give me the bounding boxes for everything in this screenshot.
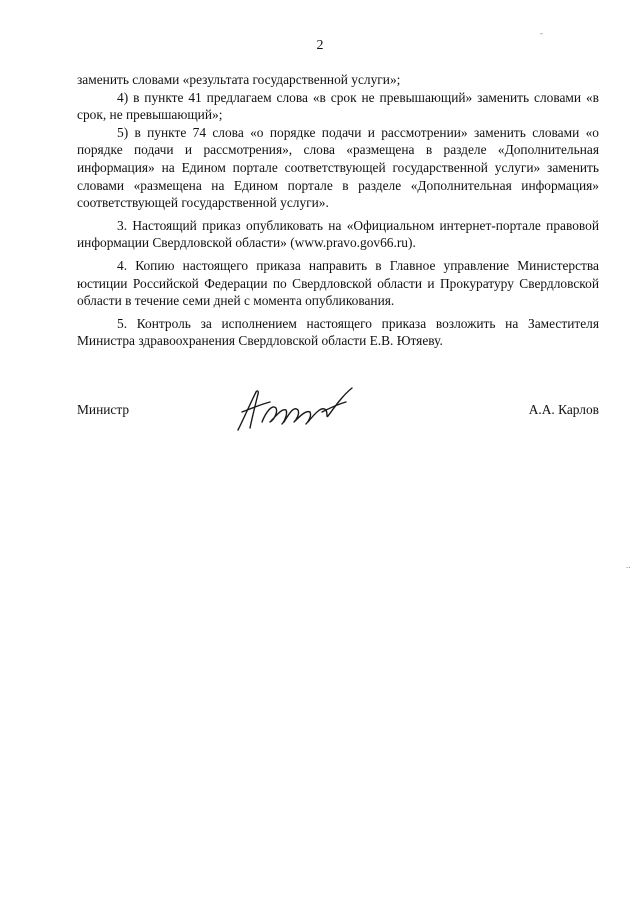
scan-mark: .. (626, 560, 631, 570)
paragraph-clause-4: 4. Копию настоящего приказа направить в Главное управление Министерства юстиции Российской Федерации по Свердловской области и Прокуратуру Свердловской области в течение семи дней с момента опубликования. (77, 257, 599, 309)
signatory-name: А.А. Карлов (528, 402, 599, 417)
handwritten-signature-icon (230, 382, 360, 434)
paragraph-clause-5: 5. Контроль за исполнением настоящего приказа возложить на Заместителя Министра здравоохранения Свердловской области Е.В. Ютяеву. (77, 315, 599, 349)
document-body (77, 71, 599, 350)
page-number: 2 (316, 38, 324, 53)
paragraph-clause-3: 3. Настоящий приказ опубликовать на «Официальном интернет-портале правовой информации Свердловской области» (www.pravo.gov66.ru). (77, 217, 599, 251)
signatory-position: Министр (77, 402, 130, 417)
paragraph-item-5: 5) в пункте 74 слова «о порядке подачи и рассмотрении» заменить словами «о порядке подачи и рассмотрения», слова «размещена в разделе «Дополнительная информация» на Едином портале соответствующей государственной услуги» заменить словами «размещена на Едином портале в разделе «Дополнительная информация» соответствующей государственной услуги». (77, 124, 599, 211)
paragraph-continuation: заменить словами «результата государственной услуги»; (77, 72, 401, 87)
paragraph-item-4: 4) в пункте 41 предлагаем слова «в срок не превышающий» заменить словами «в срок, не превышающий»; (77, 89, 599, 123)
scan-mark: - (540, 28, 543, 38)
